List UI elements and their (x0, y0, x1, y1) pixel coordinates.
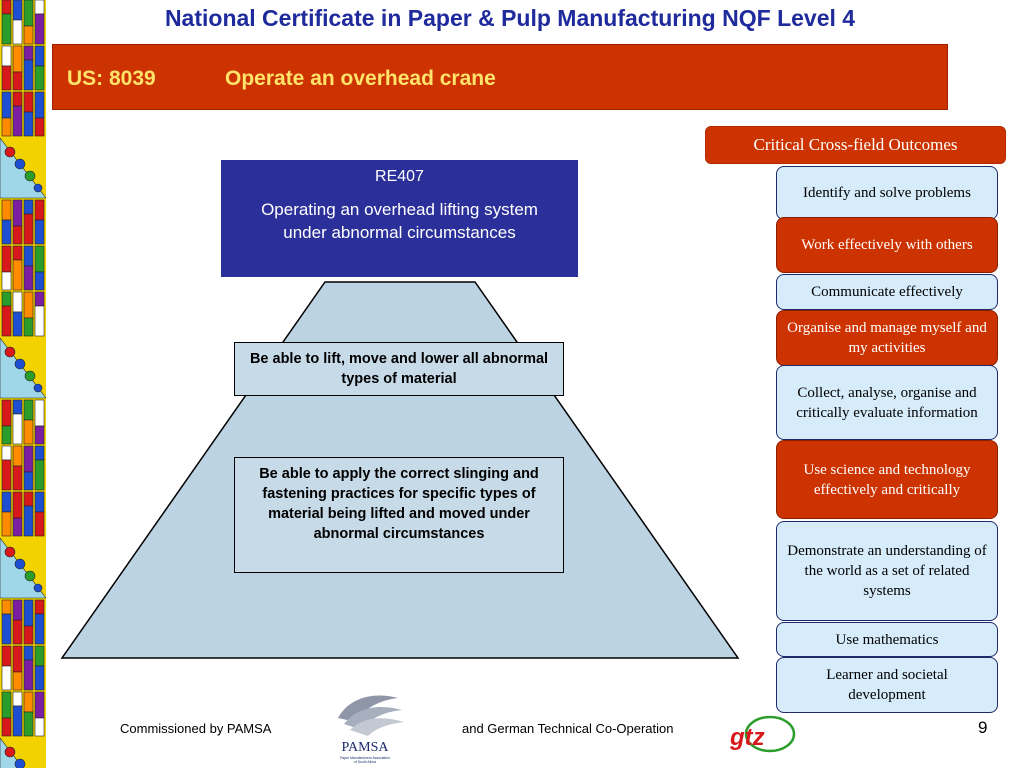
outcome-box-slinging-fastening: Be able to apply the correct slinging and fastening practices for specific types of material being lifted and moved under abnormal circumstances (234, 457, 564, 573)
svg-text:of South Africa: of South Africa (353, 760, 377, 764)
gtz-logo (726, 714, 798, 754)
cco-item-understand-world: Demonstrate an understanding of the world as a set of related systems (776, 521, 998, 621)
decorative-side-strip (0, 0, 46, 768)
cco-item-organise-manage: Organise and manage myself and my activities (776, 310, 998, 366)
cco-item-identify-solve-problems: Identify and solve problems (776, 166, 998, 220)
range-statement-title: Operating an overhead lifting system under abnormal circumstances (261, 200, 538, 242)
cco-item-science-technology: Use science and technology effectively and critically (776, 440, 998, 519)
unit-code: US: 8039 (67, 67, 156, 90)
cco-header: Critical Cross-field Outcomes (705, 126, 1006, 164)
range-statement-code: RE407 (375, 168, 424, 185)
svg-text:gtz: gtz (730, 724, 765, 751)
cco-item-communicate: Communicate effectively (776, 274, 998, 310)
cco-item-use-mathematics: Use mathematics (776, 622, 998, 657)
unit-title: Operate an overhead crane (225, 67, 496, 90)
footer-commissioned: Commissioned by PAMSA (120, 721, 272, 736)
unit-banner (52, 44, 948, 110)
svg-text:PAMSA: PAMSA (341, 740, 389, 755)
svg-text:Paper Manufacturers Associatio: Paper Manufacturers Association (340, 756, 390, 760)
page-number: 9 (978, 718, 988, 737)
range-statement-box (221, 160, 578, 277)
cco-item-collect-analyse: Collect, analyse, organise and critically evaluate information (776, 365, 998, 440)
footer-cooperation: and German Technical Co-Operation (462, 721, 674, 736)
outcome-box-lift-move-lower: Be able to lift, move and lower all abnormal types of material (234, 342, 564, 396)
page-title: National Certificate in Paper & Pulp Manufacturing NQF Level 4 (164, 5, 856, 31)
cco-item-learner-development: Learner and societal development (776, 657, 998, 713)
pamsa-logo (318, 688, 412, 764)
cco-item-work-effectively: Work effectively with others (776, 217, 998, 273)
